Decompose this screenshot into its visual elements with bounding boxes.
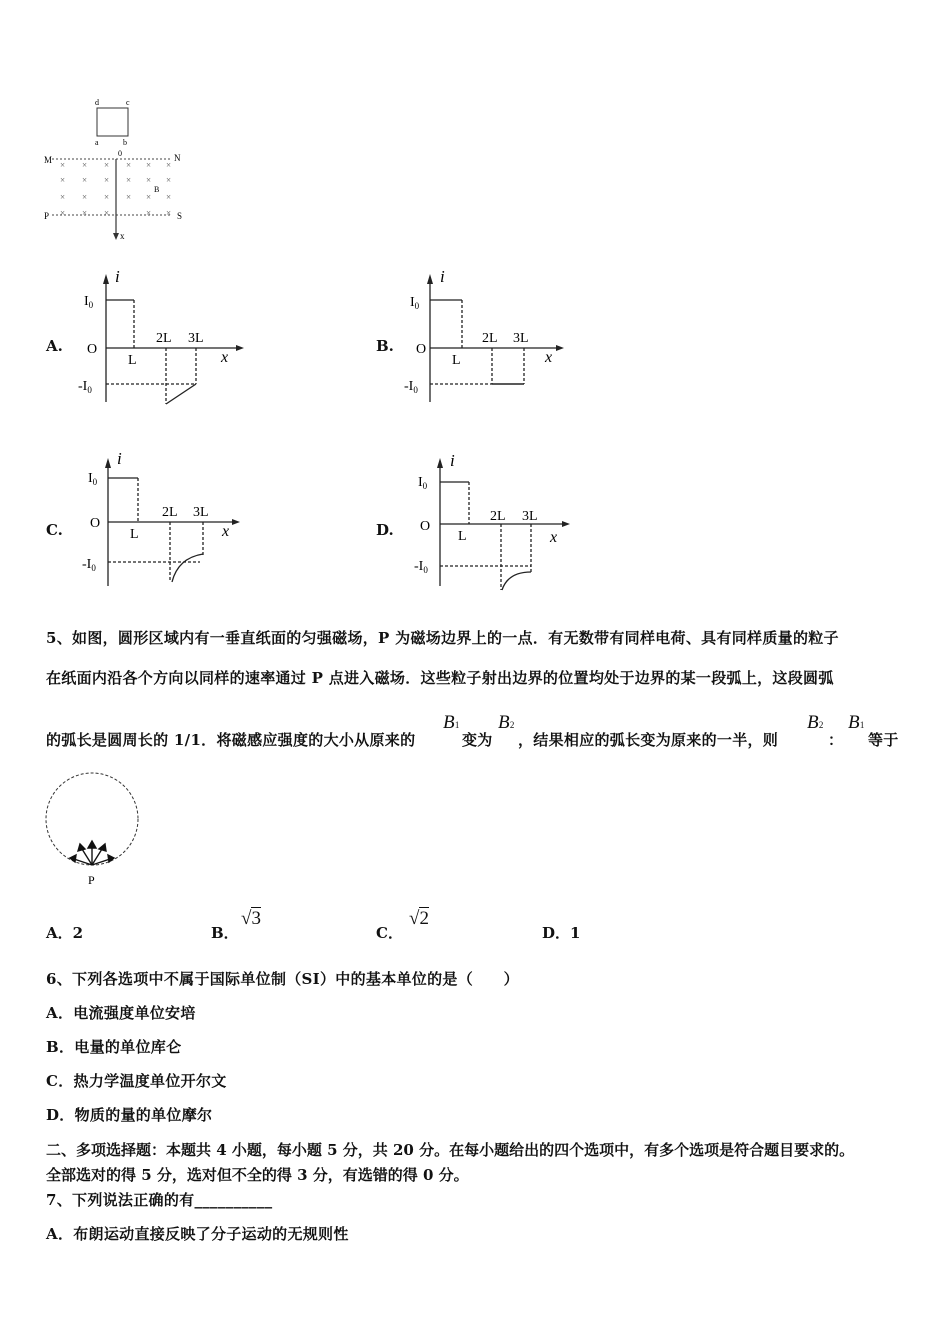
label-3L: 3L xyxy=(188,331,204,346)
graph-C xyxy=(70,446,250,596)
q7-stem: 7、下列说法正确的有__________ xyxy=(46,1191,273,1209)
q5-line3-b: 变为 xyxy=(462,731,493,749)
field-cross: × xyxy=(146,192,152,202)
field-cross: × xyxy=(166,160,172,170)
q5-option-C[interactable] xyxy=(376,908,429,943)
answer-blank[interactable]: __________ xyxy=(194,1191,273,1209)
axis-i: i xyxy=(440,267,445,286)
sqrt-icon: √2 xyxy=(409,908,429,929)
field-cross: × xyxy=(82,160,88,170)
label-L: L xyxy=(130,527,139,542)
label-L: L xyxy=(452,353,461,368)
q5-B1-b: B1 xyxy=(848,712,865,733)
label-negI0: $-I_0$ xyxy=(404,379,418,395)
label-negI0: $-I_0$ xyxy=(82,557,96,573)
q5-line3-c: ，结果相应的弧长变为原来的一半，则 xyxy=(518,731,779,749)
q5-B2-a: B2 xyxy=(498,712,515,733)
q7-option-A[interactable]: A．布朗运动直接反映了分子运动的无规则性 xyxy=(46,1225,349,1243)
q6-option-A[interactable]: A．电流强度单位安培 xyxy=(46,1004,196,1022)
axis-i: i xyxy=(450,451,455,470)
label-O: O xyxy=(420,519,431,534)
field-cross: × xyxy=(146,208,152,218)
corner-b: b xyxy=(123,138,127,147)
label-2L: 2L xyxy=(162,505,178,520)
q5-circle-figure xyxy=(40,765,150,890)
graph-C-letter: C. xyxy=(46,521,63,539)
q5-line3-e: 等于 xyxy=(868,731,899,749)
label-I0: $I_0$ xyxy=(88,471,98,487)
label-S: S xyxy=(177,211,183,221)
field-cross: × xyxy=(60,208,66,218)
label-3L: 3L xyxy=(522,509,538,524)
label-x: x xyxy=(120,231,125,241)
label-M: M xyxy=(44,155,53,165)
label-I0: $I_0$ xyxy=(418,475,428,491)
field-cross: × xyxy=(82,208,88,218)
q5-option-C-value: 2 xyxy=(419,908,429,929)
q5-line1: 5、如图，圆形区域内有一垂直纸面的匀强磁场，P 为磁场边界上的一点．有无数带有同样电荷、具有同样质量的粒子 xyxy=(46,629,839,647)
graph-B xyxy=(400,262,580,412)
q5-option-B-value: 3 xyxy=(251,908,261,929)
label-O: O xyxy=(90,516,101,531)
q5-line2: 在纸面内沿各个方向以同样的速率通过 P 点进入磁场．这些粒子射出边界的位置均处于边界的某一段弧上，这段圆弧 xyxy=(46,669,834,687)
label-3L: 3L xyxy=(193,505,209,520)
label-3L: 3L xyxy=(513,331,529,346)
corner-c: c xyxy=(126,98,130,107)
field-cross: × xyxy=(166,208,172,218)
label-N: N xyxy=(174,153,181,163)
q5-option-A-letter: A． xyxy=(46,924,73,942)
field-cross: × xyxy=(126,192,132,202)
field-cross: × xyxy=(82,175,88,185)
axis-x: x xyxy=(222,523,230,540)
field-cross: × xyxy=(104,160,110,170)
label-negI0: $-I_0$ xyxy=(78,379,92,395)
section2-line1: 二、多项选择题：本题共 4 小题，每小题 5 分，共 20 分。在每小题给出的四个选项中，有多个选项是符合题目要求的。 xyxy=(46,1141,855,1159)
field-cross: × xyxy=(60,175,66,185)
field-cross: × xyxy=(126,175,132,185)
graph-B-letter: B. xyxy=(376,337,394,355)
x-axis-arrow xyxy=(113,233,119,240)
section2-line2: 全部选对的得 5 分，选对但不全的得 3 分，有选错的得 0 分。 xyxy=(46,1166,469,1184)
q5-option-B[interactable] xyxy=(211,908,261,943)
corner-d: d xyxy=(95,98,99,107)
label-I0: $I_0$ xyxy=(84,294,94,310)
field-cross: × xyxy=(104,192,110,202)
axis-i: i xyxy=(117,449,122,468)
q6-option-D[interactable]: D．物质的量的单位摩尔 xyxy=(46,1106,213,1124)
q5-option-A[interactable] xyxy=(46,922,83,943)
field-cross: × xyxy=(104,175,110,185)
label-2L: 2L xyxy=(490,509,506,524)
loop-field-figure xyxy=(40,95,200,245)
q5-B2-b: B2 xyxy=(807,712,824,733)
q5-option-A-value: 2 xyxy=(72,924,84,942)
sqrt-icon: √3 xyxy=(241,908,261,929)
field-cross: × xyxy=(60,160,66,170)
corner-a: a xyxy=(95,138,99,147)
axis-x: x xyxy=(221,349,229,366)
label-L: L xyxy=(458,529,467,544)
label-O: O xyxy=(416,342,427,357)
graph-A xyxy=(70,262,250,412)
label-2L: 2L xyxy=(156,331,172,346)
label-P: P xyxy=(88,873,95,887)
field-cross: × xyxy=(146,160,152,170)
field-cross: × xyxy=(166,175,172,185)
q5-B1-a: B1 xyxy=(443,712,460,733)
axis-x: x xyxy=(545,349,553,366)
label-negI0: $-I_0$ xyxy=(414,559,428,575)
q5-option-D-letter: D． xyxy=(542,924,571,942)
q5-line3-d: ： xyxy=(828,731,844,749)
q5-option-B-letter: B． xyxy=(211,924,239,942)
q6-stem: 6、下列各选项中不属于国际单位制（SI）中的基本单位的是（ ） xyxy=(46,970,519,988)
field-cross: × xyxy=(82,192,88,202)
label-P: P xyxy=(44,211,50,221)
velocity-arrows xyxy=(70,841,114,865)
q5-option-D[interactable] xyxy=(542,922,580,943)
label-I0: $I_0$ xyxy=(410,295,420,311)
graph-D xyxy=(400,446,580,596)
label-B: B xyxy=(154,185,160,194)
axis-x: x xyxy=(550,529,558,546)
square-loop xyxy=(97,108,128,136)
q5-option-D-value: 1 xyxy=(570,924,581,942)
q6-option-C[interactable]: C．热力学温度单位开尔文 xyxy=(46,1072,227,1090)
label-L: L xyxy=(128,353,137,368)
q5-option-C-letter: C． xyxy=(376,924,403,942)
q6-option-B[interactable]: B．电量的单位库仑 xyxy=(46,1038,182,1056)
graph-A-letter: A. xyxy=(46,337,63,355)
label-2L: 2L xyxy=(482,331,498,346)
label-O: O xyxy=(87,342,98,357)
field-cross: × xyxy=(60,192,66,202)
graph-D-letter: D. xyxy=(376,521,394,539)
field-cross: × xyxy=(126,160,132,170)
q5-line3-a: 的弧长是圆周长的 1/1．将磁感应强度的大小从原来的 xyxy=(46,731,416,749)
field-cross: × xyxy=(166,192,172,202)
axis-i: i xyxy=(115,267,120,286)
origin-label: 0 xyxy=(118,149,122,158)
field-cross: × xyxy=(104,208,110,218)
field-cross: × xyxy=(146,175,152,185)
